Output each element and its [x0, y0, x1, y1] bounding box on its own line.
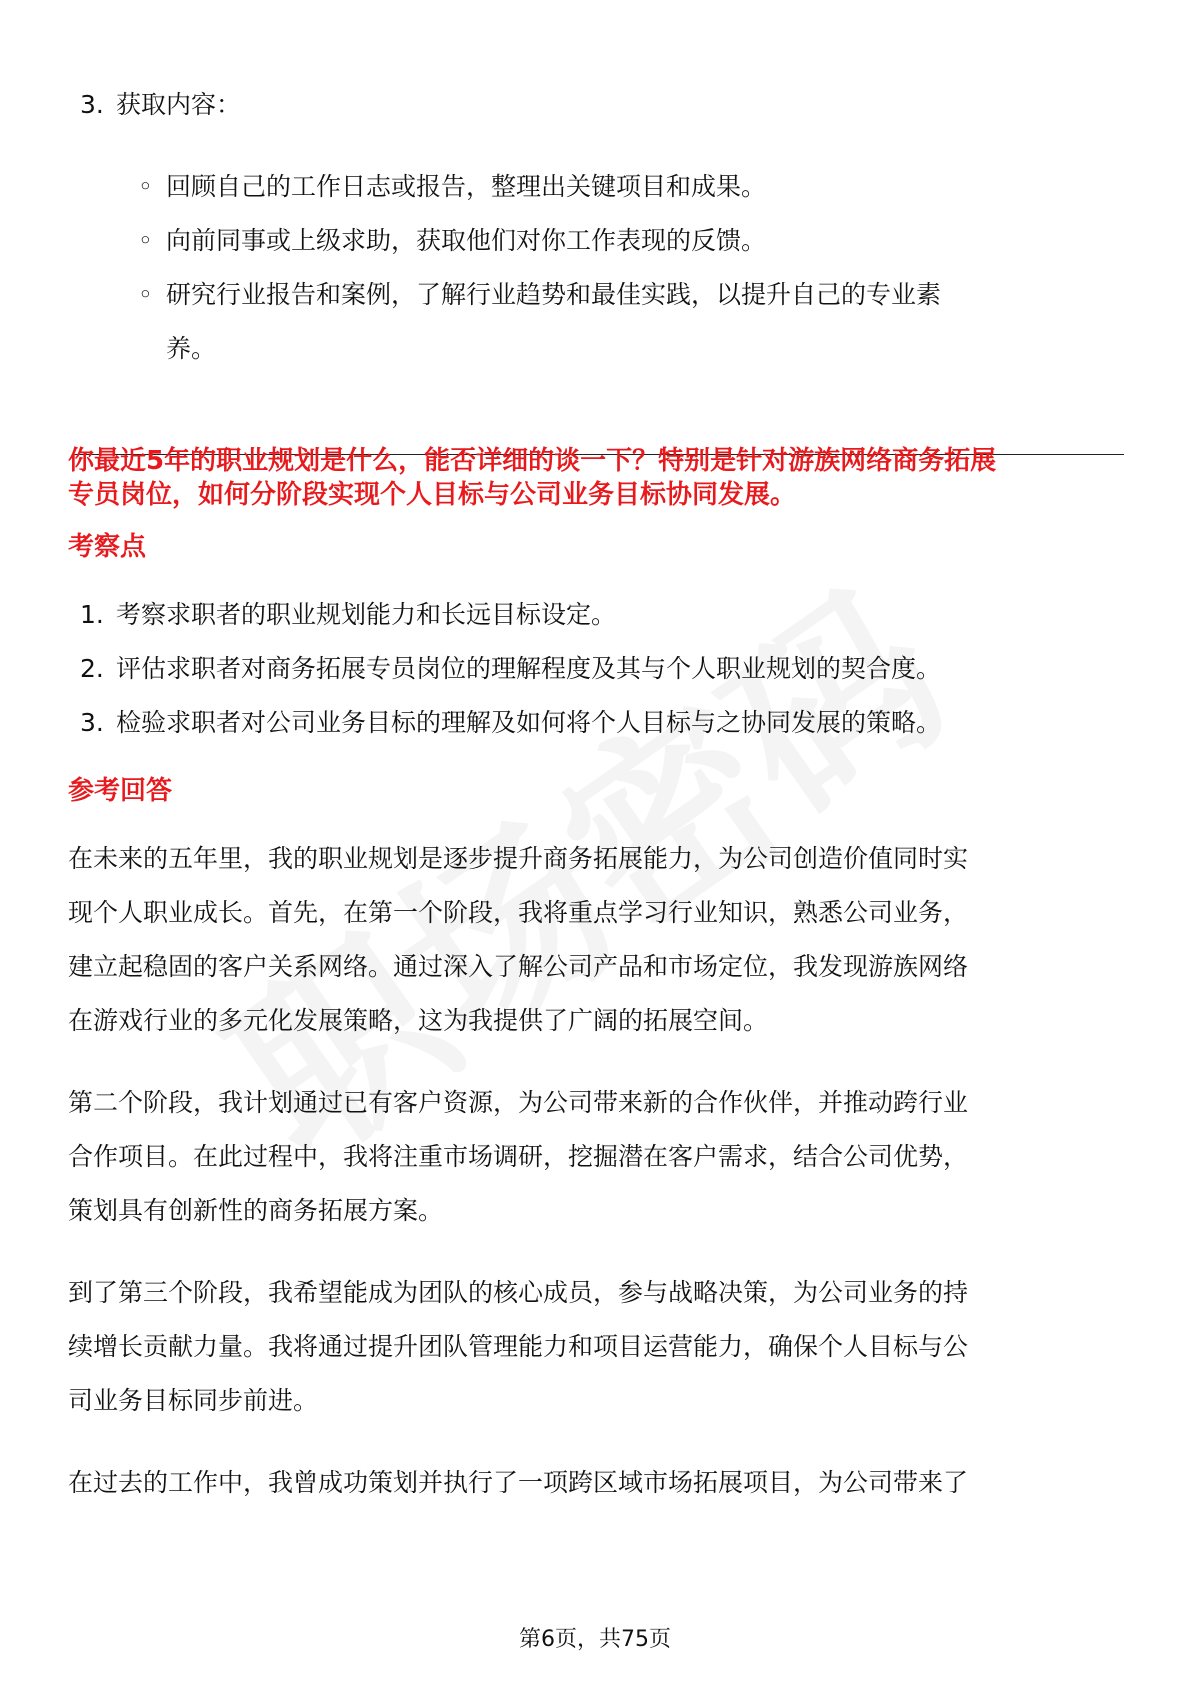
page-number: 第6页，共75页: [519, 1627, 671, 1652]
assessment-heading: 考察点: [68, 532, 147, 562]
list-number: 2.: [80, 654, 104, 683]
bullet-circle-icon: ◦: [138, 172, 153, 201]
list-number: 1.: [80, 600, 104, 629]
assessment-item: 评估求职者对商务拓展专员岗位的理解程度及其与个人职业规划的契合度。: [116, 654, 942, 683]
list-number: 3.: [80, 90, 104, 119]
answer-paragraph-line: 在未来的五年里，我的职业规划是逐步提升商务拓展能力，为公司创造价值同时实: [68, 844, 969, 873]
answer-heading: 参考回答: [68, 776, 173, 806]
bullet-circle-icon: ◦: [138, 280, 153, 309]
answer-paragraph-line: 司业务目标同步前进。: [68, 1386, 319, 1415]
list-item-label: 获取内容：: [116, 90, 242, 119]
bullet-circle-icon: ◦: [138, 226, 153, 255]
answer-paragraph-line: 现个人职业成长。首先，在第一个阶段，我将重点学习行业知识，熟悉公司业务，: [68, 898, 969, 927]
assessment-item: 考察求职者的职业规划能力和长远目标设定。: [116, 600, 617, 629]
bullet-text: 向前同事或上级求助，获取他们对你工作表现的反馈。: [166, 226, 767, 255]
answer-paragraph-line: 续增长贡献力量。我将通过提升团队管理能力和项目运营能力，确保个人目标与公: [68, 1332, 969, 1361]
assessment-item: 检验求职者对公司业务目标的理解及如何将个人目标与之协同发展的策略。: [116, 708, 942, 737]
answer-paragraph-line: 到了第三个阶段，我希望能成为团队的核心成员，参与战略决策，为公司业务的持: [68, 1278, 969, 1307]
answer-paragraph-line: 在游戏行业的多元化发展策略，这为我提供了广阔的拓展空间。: [68, 1006, 769, 1035]
answer-paragraph-line: 在过去的工作中，我曾成功策划并执行了一项跨区域市场拓展项目，为公司带来了: [68, 1468, 969, 1497]
answer-paragraph-line: 合作项目。在此过程中，我将注重市场调研，挖掘潜在客户需求，结合公司优势，: [68, 1142, 969, 1171]
bullet-text: 研究行业报告和案例，了解行业趋势和最佳实践，以提升自己的专业素: [166, 280, 942, 309]
answer-paragraph-line: 第二个阶段，我计划通过已有客户资源，为公司带来新的合作伙伴，并推动跨行业: [68, 1088, 969, 1117]
bullet-text: 回顾自己的工作日志或报告，整理出关键项目和成果。: [166, 172, 767, 201]
question-title-line: 你最近5年的职业规划是什么，能否详细的谈一下？特别是针对游族网络商务拓展: [68, 446, 997, 476]
question-title-line: 专员岗位，如何分阶段实现个人目标与公司业务目标协同发展。: [68, 480, 797, 510]
answer-paragraph-line: 建立起稳固的客户关系网络。通过深入了解公司产品和市场定位，我发现游族网络: [68, 952, 969, 981]
list-number: 3.: [80, 708, 104, 737]
answer-paragraph-line: 策划具有创新性的商务拓展方案。: [68, 1196, 444, 1225]
bullet-text-continuation: 养。: [166, 334, 217, 363]
